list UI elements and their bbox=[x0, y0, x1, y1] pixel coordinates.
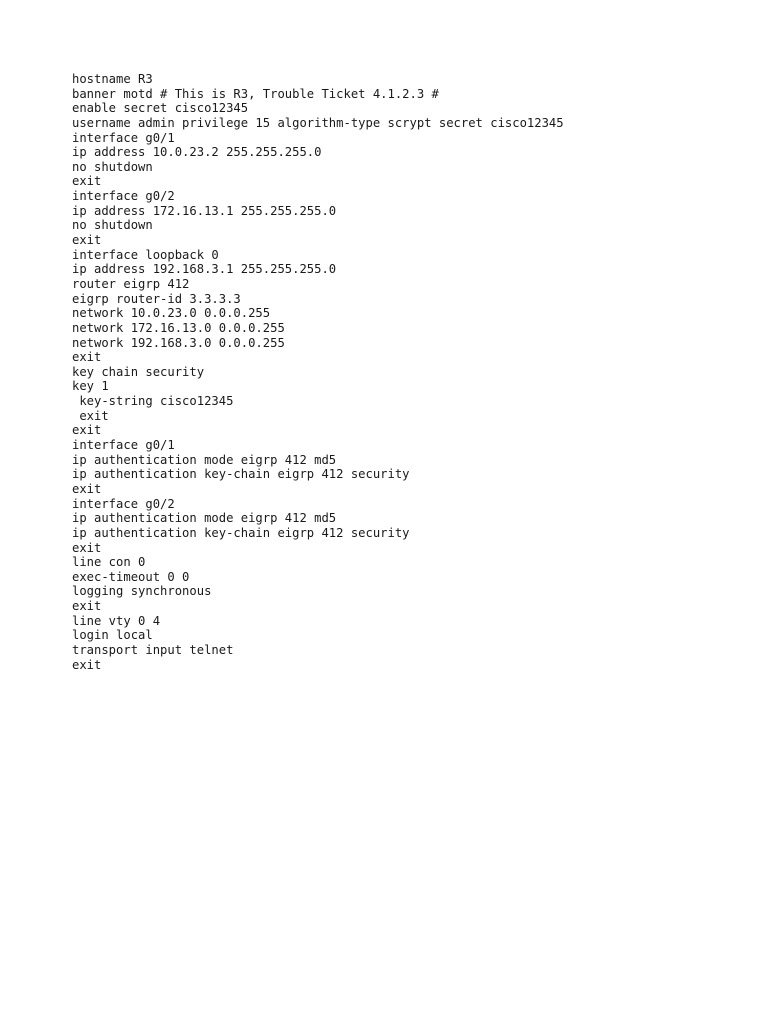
config-line: line vty 0 4 bbox=[72, 613, 161, 628]
config-line: ip authentication key-chain eigrp 412 security bbox=[72, 525, 410, 540]
config-line: enable secret cisco12345 bbox=[72, 101, 249, 116]
config-line: ip address 10.0.23.2 255.255.255.0 bbox=[72, 145, 322, 160]
config-line: ip authentication mode eigrp 412 md5 bbox=[72, 452, 337, 467]
config-line: key 1 bbox=[72, 379, 109, 394]
config-line: exit bbox=[72, 423, 102, 438]
config-line: transport input telnet bbox=[72, 642, 234, 657]
config-line: interface g0/1 bbox=[72, 130, 175, 145]
config-line: interface g0/2 bbox=[72, 496, 175, 511]
config-line: exit bbox=[72, 408, 109, 423]
config-line: logging synchronous bbox=[72, 584, 212, 599]
config-line: network 192.168.3.0 0.0.0.255 bbox=[72, 335, 285, 350]
config-line: hostname R3 bbox=[72, 72, 153, 86]
config-line: login local bbox=[72, 628, 153, 643]
config-line: exit bbox=[72, 657, 102, 672]
config-line: ip address 172.16.13.1 255.255.255.0 bbox=[72, 203, 337, 218]
config-line: interface loopback 0 bbox=[72, 247, 219, 262]
config-line: interface g0/2 bbox=[72, 189, 175, 204]
config-line: line con 0 bbox=[72, 555, 146, 570]
config-line: router eigrp 412 bbox=[72, 276, 190, 291]
config-line: exit bbox=[72, 599, 102, 614]
config-line: exit bbox=[72, 350, 102, 365]
config-line: exit bbox=[72, 540, 102, 555]
config-line: eigrp router-id 3.3.3.3 bbox=[72, 291, 241, 306]
config-line: no shutdown bbox=[72, 218, 153, 233]
config-line: exit bbox=[72, 481, 102, 496]
config-line: exit bbox=[72, 233, 102, 248]
config-line: network 10.0.23.0 0.0.0.255 bbox=[72, 306, 271, 321]
config-line: network 172.16.13.0 0.0.0.255 bbox=[72, 320, 285, 335]
config-line: ip authentication key-chain eigrp 412 security bbox=[72, 467, 410, 482]
router-config-listing bbox=[72, 72, 564, 672]
config-line: ip address 192.168.3.1 255.255.255.0 bbox=[72, 262, 337, 277]
config-line: exit bbox=[72, 174, 102, 189]
config-line: no shutdown bbox=[72, 159, 153, 174]
config-line: key chain security bbox=[72, 364, 205, 379]
config-line: exec-timeout 0 0 bbox=[72, 569, 190, 584]
config-line: banner motd # This is R3, Trouble Ticket 4.1.2.3 # bbox=[72, 86, 439, 101]
config-line: ip authentication mode eigrp 412 md5 bbox=[72, 511, 337, 526]
config-line: key-string cisco12345 bbox=[72, 394, 234, 409]
config-line: username admin privilege 15 algorithm-type scrypt secret cisco12345 bbox=[72, 115, 564, 130]
config-line: interface g0/1 bbox=[72, 438, 175, 453]
